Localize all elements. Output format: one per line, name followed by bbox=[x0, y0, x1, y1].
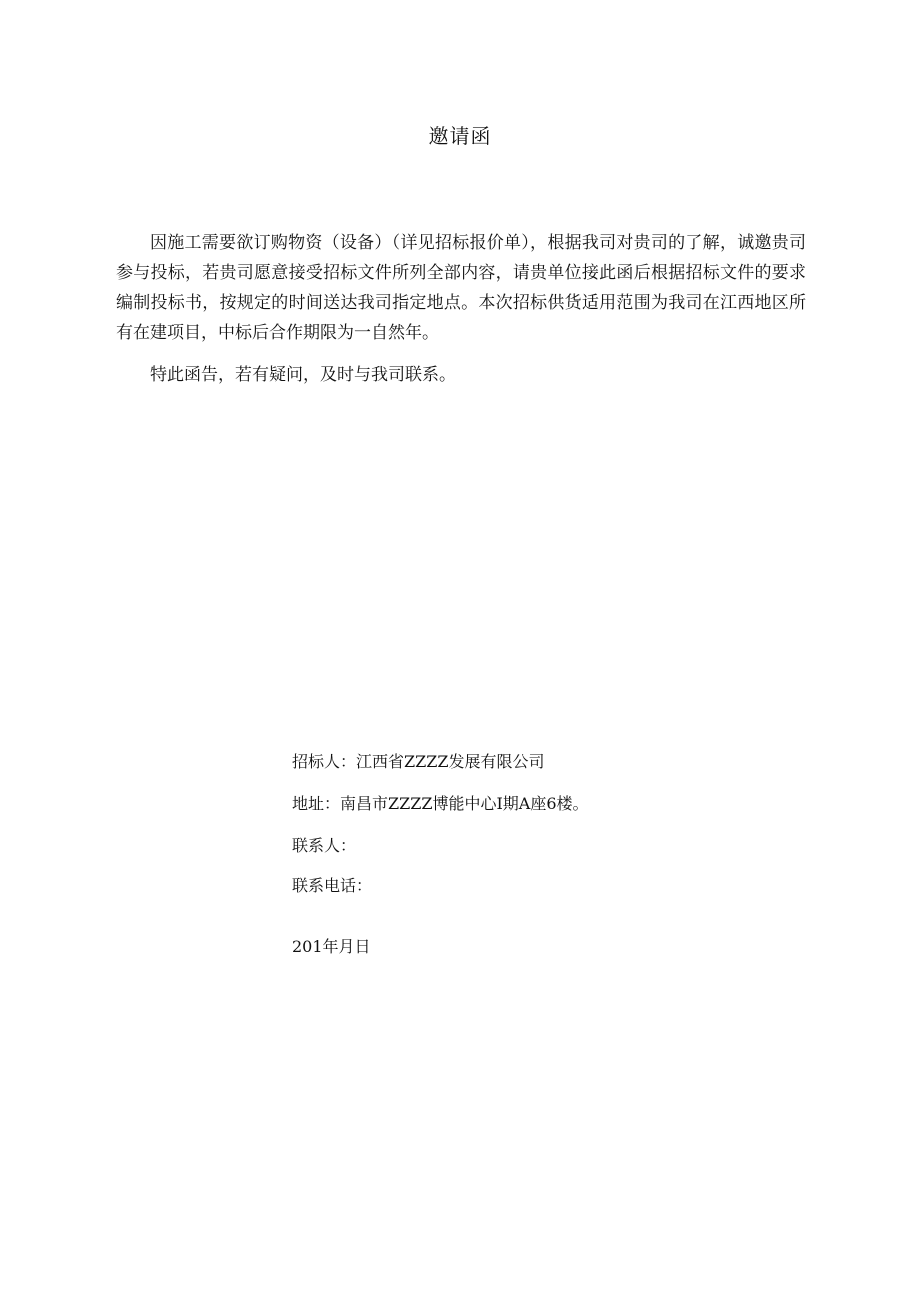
body-paragraph-invitation: 因施工需要欲订购物资（设备）（详见招标报价单），根据我司对贵司的了解，诚邀贵司参与投标，若贵司愿意接受招标文件所列全部内容，请贵单位接此函后根据招标文件的要求编制投标书，按规定的时间送达我司指定地点。本次招标供货适用范围为我司在江西地区所有在建项目，中标后合作期限为一自然年。 bbox=[116, 233, 806, 343]
date-line: 201年月日 bbox=[292, 937, 371, 956]
issuer-line: 招标人：江西省ZZZZ发展有限公司 bbox=[292, 752, 545, 771]
document-title: 邀请函 bbox=[428, 124, 492, 148]
body-paragraph-closing: 特此函告，若有疑问，及时与我司联系。 bbox=[150, 365, 456, 385]
letter-body bbox=[116, 228, 806, 390]
address-line: 地址：南昌市ZZZZ博能中心I期A座6楼。 bbox=[292, 794, 589, 813]
contact-person-line: 联系人： bbox=[292, 836, 357, 855]
contact-phone-line: 联系电话： bbox=[292, 876, 373, 895]
